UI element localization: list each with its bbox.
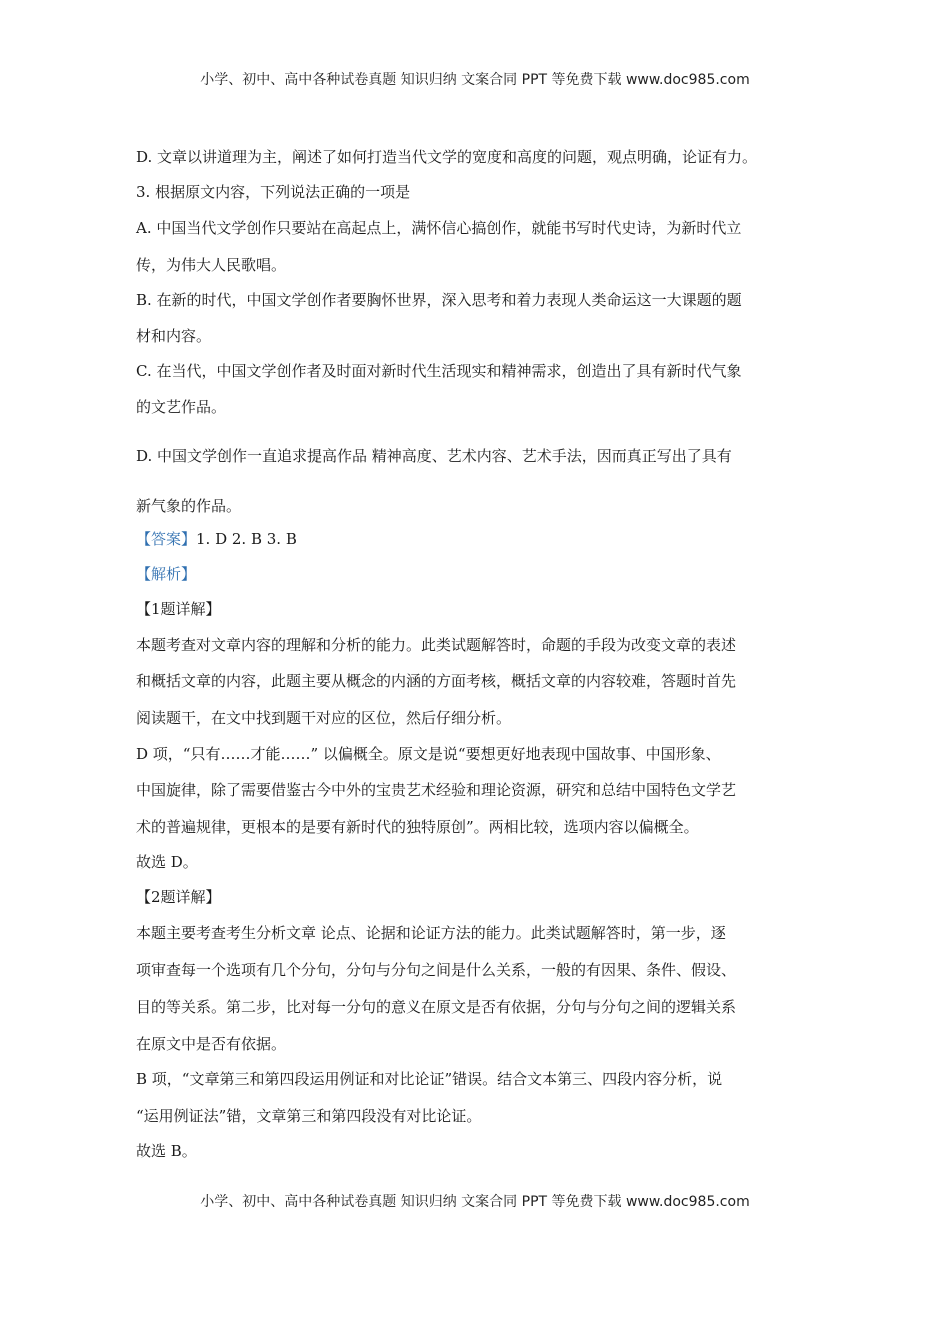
q1-paragraph1-line3: 阅读题干，在文中找到题干对应的区位，然后仔细分析。	[136, 709, 512, 727]
q2-detail-title: 【2题详解】	[136, 888, 221, 906]
q2-option-d: D. 文章以讲道理为主，阐述了如何打造当代文学的宽度和高度的问题，观点明确，论证有力。	[136, 148, 758, 166]
answer-line	[136, 529, 297, 549]
page-header: 小学、初中、高中各种试卷真题 知识归纳 文案合同 PPT 等免费下载 www.doc985.com	[200, 72, 750, 88]
q1-paragraph1-line1: 本题考查对文章内容的理解和分析的能力。此类试题解答时，命题的手段为改变文章的表述	[136, 636, 737, 654]
q3-option-c-line1: C. 在当代，中国文学创作者及时面对新时代生活现实和精神需求，创造出了具有新时代气象	[136, 362, 742, 380]
q2-choice: 故选 B。	[136, 1142, 197, 1160]
q2-paragraph2-line2: “运用例证法”错，文章第三和第四段没有对比论证。	[136, 1107, 482, 1125]
q3-option-d-line2: 新气象的作品。	[136, 497, 242, 515]
q1-paragraph1-line2: 和概括文章的内容，此题主要从概念的内涵的方面考核，概括文章的内容较难，答题时首先	[136, 672, 737, 690]
q2-paragraph1-line2: 项审查每一个选项有几个分句，分句与分句之间是什么关系，一般的有因果、条件、假设、	[136, 961, 737, 979]
q3-option-b-line2: 材和内容。	[136, 327, 212, 345]
q1-detail-title: 【1题详解】	[136, 600, 221, 618]
q1-paragraph2-line1: D 项，“只有……才能……” 以偏概全。原文是说“要想更好地表现中国故事、中国形象、	[136, 745, 721, 763]
q1-paragraph2-line3: 术的普遍规律，更根本的是要有新时代的独特原创”。两相比较，选项内容以偏概全。	[136, 818, 699, 836]
q2-paragraph1-line4: 在原文中是否有依据。	[136, 1035, 287, 1053]
answer-label: 【答案】	[136, 530, 197, 548]
q3-option-b-line1: B. 在新的时代，中国文学创作者要胸怀世界，深入思考和着力表现人类命运这一大课题的题	[136, 291, 742, 309]
q2-paragraph1-line3: 目的等关系。第二步，比对每一分句的意义在原文是否有依据，分句与分句之间的逻辑关系	[136, 998, 737, 1016]
answer-values: 1. D 2. B 3. B	[196, 530, 297, 548]
q1-choice: 故选 D。	[136, 853, 198, 871]
q3-option-a-line1: A. 中国当代文学创作只要站在高起点上，满怀信心搞创作，就能书写时代史诗，为新时代立	[136, 219, 742, 237]
q2-paragraph2-line1: B 项，“文章第三和第四段运用例证和对比论证”错误。结合文本第三、四段内容分析，说	[136, 1070, 723, 1088]
page-footer: 小学、初中、高中各种试卷真题 知识归纳 文案合同 PPT 等免费下载 www.doc985.com	[200, 1194, 750, 1210]
q1-paragraph2-line2: 中国旋律，除了需要借鉴古今中外的宝贵艺术经验和理论资源，研究和总结中国特色文学艺	[136, 781, 737, 799]
q3-option-a-line2: 传，为伟大人民歌唱。	[136, 256, 287, 274]
q3-stem: 3. 根据原文内容，下列说法正确的一项是	[136, 183, 411, 201]
analysis-label: 【解析】	[136, 565, 197, 583]
q3-option-c-line2: 的文艺作品。	[136, 398, 227, 416]
q3-option-d-line1: D. 中国文学创作一直追求提高作品 精神高度、艺术内容、艺术手法，因而真正写出了具有	[136, 447, 732, 465]
q2-paragraph1-line1: 本题主要考查考生分析文章 论点、论据和论证方法的能力。此类试题解答时，第一步，逐	[136, 924, 726, 942]
